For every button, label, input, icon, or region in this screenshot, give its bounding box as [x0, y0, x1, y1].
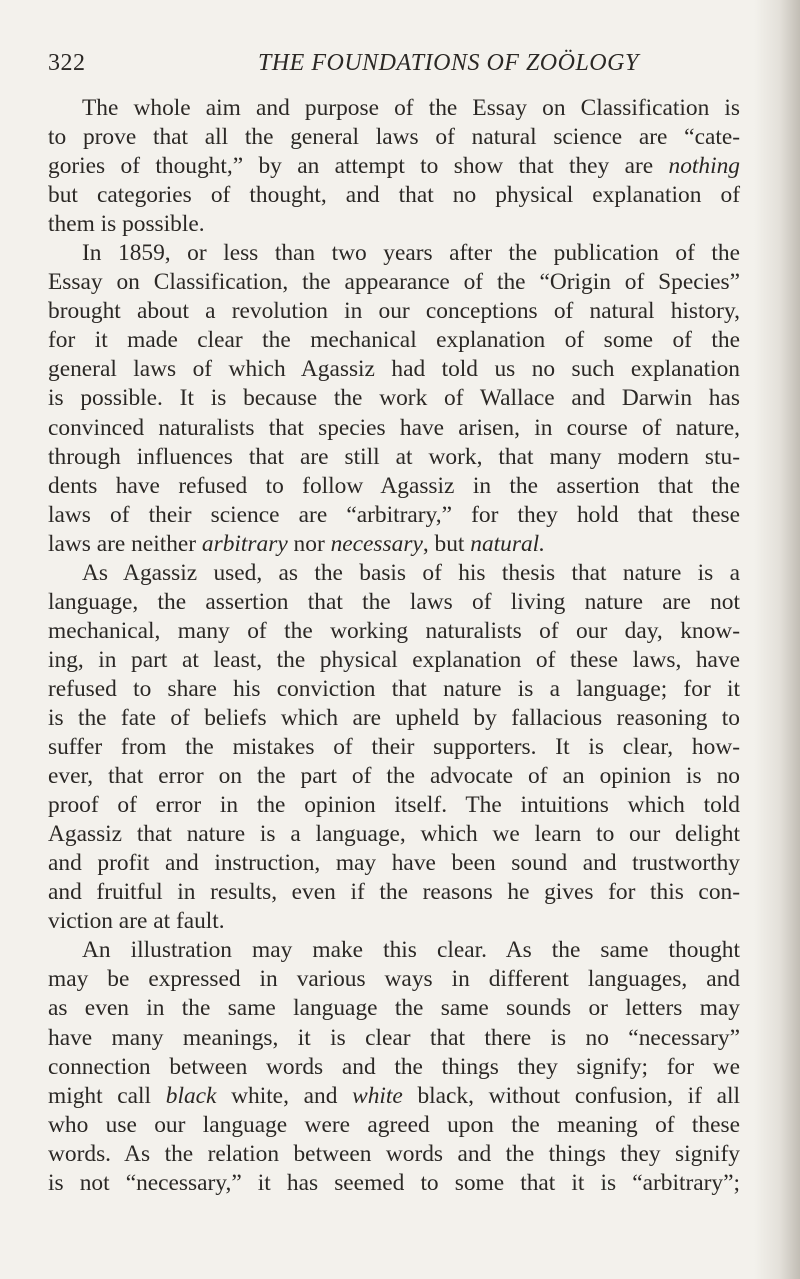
- paragraph-2: [48, 239, 740, 559]
- running-title: THE FOUNDATIONS OF ZOÖLOGY: [258, 50, 639, 76]
- body-text: [48, 94, 740, 1198]
- text-line: is the fate of beliefs which are upheld by fallacious reasoning to: [48, 704, 740, 731]
- text-line: ing, in part at least, the physical explanation of these laws, have: [48, 646, 740, 673]
- text-line: and fruitful in results, even if the reasons he gives for this con-: [48, 879, 740, 906]
- text-span: black, without confusion, if all: [402, 1082, 741, 1109]
- text-line: is possible. It is because the work of Wallace and Darwin has: [48, 385, 740, 412]
- text-line: dents have refused to follow Agassiz in the assertion that the: [48, 472, 740, 499]
- text-line: Essay on Classification, the appearance of the “Origin of Species”: [48, 269, 740, 296]
- italic-word: nothing: [668, 153, 740, 180]
- text-line: language, the assertion that the laws of living nature are not: [48, 588, 740, 615]
- page-number: 322: [48, 50, 86, 76]
- page-edge-shadow: [754, 0, 800, 1279]
- text-span: gories of thought,” by an attempt to show that they are: [48, 153, 669, 180]
- text-line: them is possible.: [48, 211, 205, 238]
- text-line: have many meanings, it is clear that there is no “necessary”: [48, 1024, 740, 1051]
- text-line: [48, 1082, 740, 1111]
- text-line: general laws of which Agassiz had told us no such explanation: [48, 356, 740, 383]
- running-head: [48, 46, 742, 80]
- text-line: mechanical, many of the working naturalists of our day, know-: [48, 617, 740, 644]
- text-span: nor: [287, 530, 331, 557]
- text-line: As Agassiz used, as the basis of his thesis that nature is a: [82, 559, 740, 586]
- text-line: An illustration may make this clear. As the same thought: [82, 937, 740, 964]
- text-line: for it made clear the mechanical explanation of some of the: [48, 327, 740, 354]
- paragraph-3: [48, 559, 740, 937]
- italic-word: arbitrary: [201, 530, 288, 557]
- italic-word: natural.: [470, 530, 545, 557]
- text-line: [48, 152, 740, 181]
- text-line: but categories of thought, and that no physical explanation of: [48, 182, 740, 209]
- text-line: The whole aim and purpose of the Essay on Classification is: [82, 95, 740, 121]
- text-line: proof of error in the opinion itself. The intuitions which told: [48, 792, 740, 819]
- text-line: ever, that error on the part of the advocate of an opinion is no: [48, 763, 740, 790]
- text-line: connection between words and the things they signify; for we: [48, 1053, 740, 1080]
- text-span: laws are neither: [48, 530, 202, 557]
- text-line: laws of their science are “arbitrary,” for they hold that these: [48, 501, 740, 528]
- text-span: white, and: [216, 1082, 353, 1109]
- text-span: , but: [422, 530, 471, 557]
- text-line: convinced naturalists that species have arisen, in course of nature,: [48, 414, 740, 441]
- text-span: might call: [48, 1082, 166, 1109]
- paragraph-1: [48, 94, 740, 239]
- text-line: through influences that are still at work, that many modern stu-: [48, 443, 740, 470]
- text-line: to prove that all the general laws of natural science are “cate-: [48, 124, 740, 151]
- text-line: who use our language were agreed upon the meaning of these: [48, 1111, 740, 1138]
- text-line: and profit and instruction, may have been sound and trustworthy: [48, 850, 740, 877]
- text-line: words. As the relation between words and the things they signify: [48, 1140, 740, 1167]
- paragraph-4: [48, 936, 740, 1197]
- italic-word: white: [352, 1082, 403, 1109]
- text-line: viction are at fault.: [48, 908, 225, 935]
- text-line: may be expressed in various ways in different languages, and: [48, 966, 740, 993]
- text-line: In 1859, or less than two years after the publication of the: [82, 240, 740, 267]
- text-line: Agassiz that nature is a language, which we learn to our delight: [48, 821, 740, 848]
- italic-word: black: [165, 1082, 217, 1109]
- text-line: [48, 530, 740, 559]
- text-line: as even in the same language the same sounds or letters may: [48, 995, 740, 1022]
- italic-word: necessary: [330, 530, 423, 557]
- text-line: suffer from the mistakes of their supporters. It is clear, how-: [48, 734, 740, 761]
- text-line: brought about a revolution in our conceptions of natural history,: [48, 298, 740, 325]
- text-line: is not “necessary,” it has seemed to some that it is “arbitrary”;: [48, 1169, 740, 1196]
- text-line: refused to share his conviction that nature is a language; for it: [48, 675, 740, 702]
